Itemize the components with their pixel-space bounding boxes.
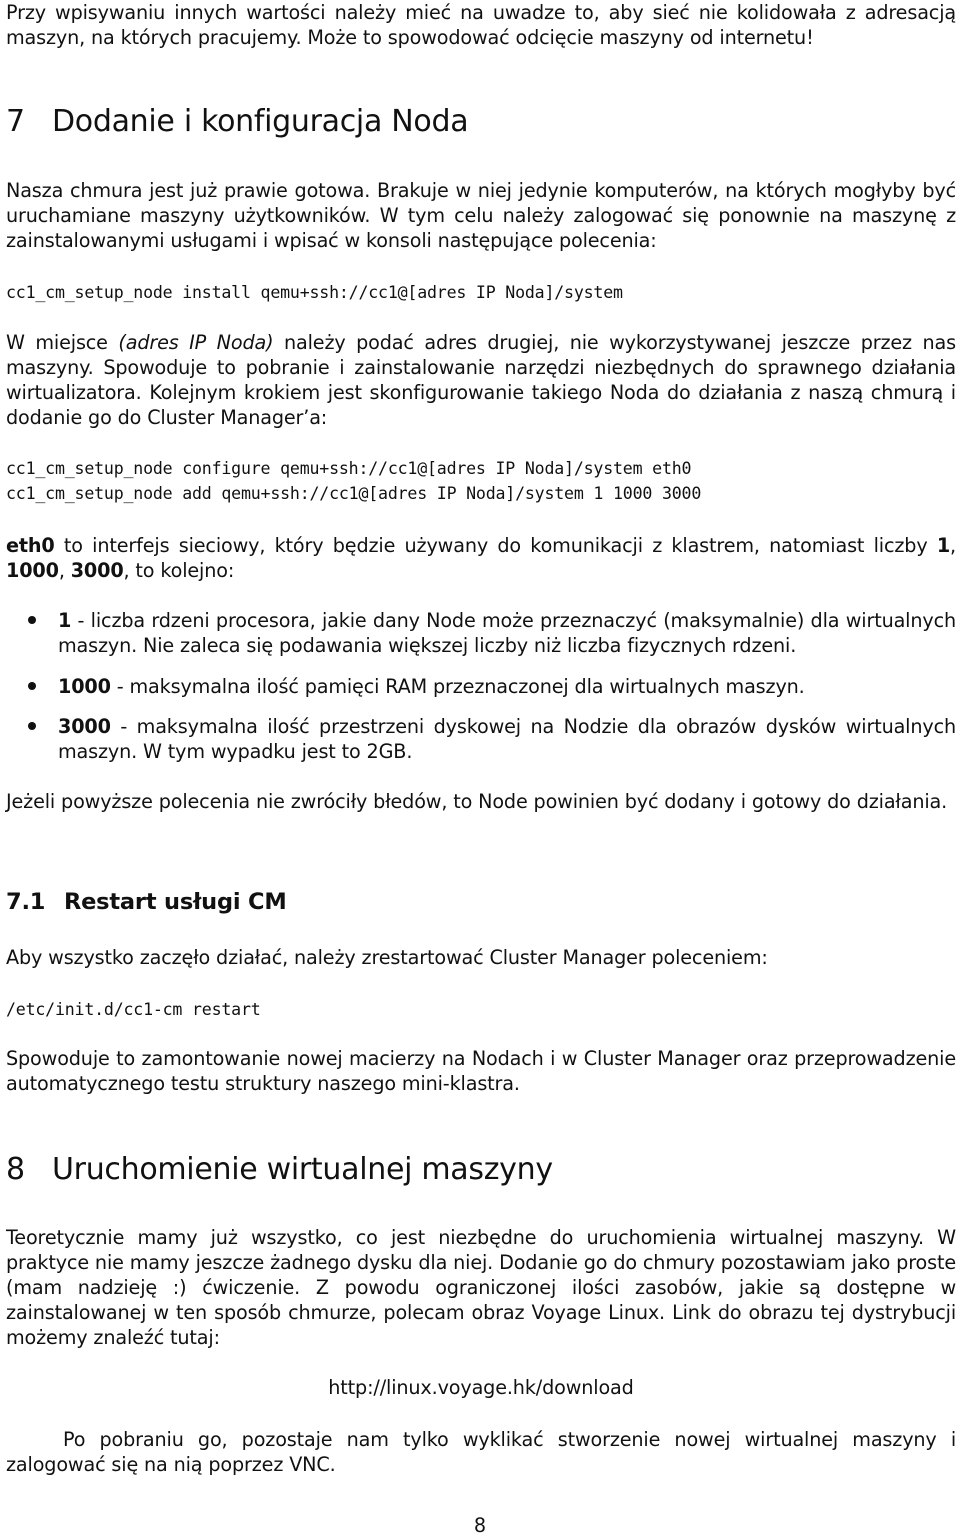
para3-text-b: , to kolejno: bbox=[123, 559, 235, 582]
term-1: 1 bbox=[936, 534, 951, 557]
section-7-heading bbox=[6, 104, 956, 140]
list-item-text: - maksymalna ilość przestrzeni dyskowej na Nodzie dla obrazów dysków wirtualnych maszyn. W tym wypadku jest to 2GB. bbox=[58, 715, 956, 763]
download-link-line bbox=[6, 1375, 956, 1400]
section-7-1-number: 7.1 bbox=[6, 889, 46, 915]
list-item-text: - maksymalna ilość pamięci RAM przeznaczonej dla wirtualnych maszyn. bbox=[110, 675, 805, 698]
list-item-term: 3000 bbox=[58, 715, 111, 738]
list-item-term: 1 bbox=[58, 609, 72, 632]
command-configure: cc1_cm_setup_node configure qemu+ssh://cc1@[adres IP Noda]/system eth0 bbox=[6, 459, 692, 478]
list-item-term: 1000 bbox=[58, 675, 111, 698]
section-8-title: Uruchomienie wirtualnej maszyny bbox=[52, 1152, 553, 1187]
para2-emphasis: (adres IP Noda) bbox=[118, 331, 274, 354]
section-7-paragraph-4: Jeżeli powyższe polecenia nie zwróciły błedów, to Node powinien być dodany i gotowy do działania. bbox=[6, 790, 948, 813]
section-7-1-paragraph-1: Aby wszystko zaczęło działać, należy zrestartować Cluster Manager poleceniem: bbox=[6, 946, 768, 969]
section-8-heading bbox=[6, 1152, 956, 1188]
command-add: cc1_cm_setup_node add qemu+ssh://cc1@[adres IP Noda]/system 1 1000 3000 bbox=[6, 484, 702, 503]
section-8-paragraph-2: Po pobraniu go, pozostaje nam tylko wyklikać stworzenie nowej wirtualnej maszyny i zalogować się na nią poprzez VNC. bbox=[6, 1428, 956, 1476]
para2-text-b: należy podać adres drugiej, nie wykorzystywanej jeszcze przez nas maszyny. Spowoduje to pobranie i zainstalowanie narzędzi niezbędnych do sprawnego działania wirtualizatora. Kolejnym krokiem jest skonfigurowanie takiego Noda do działania z naszą chmurą i dodanie go do Cluster Manager’a: bbox=[6, 331, 956, 429]
page-number: 8 bbox=[473, 1514, 487, 1537]
section-8-number: 8 bbox=[6, 1152, 25, 1187]
command-install: cc1_cm_setup_node install qemu+ssh://cc1@[adres IP Noda]/system bbox=[6, 283, 623, 302]
term-eth0: eth0 bbox=[6, 534, 55, 557]
section-7-1-paragraph-2: Spowoduje to zamontowanie nowej macierzy na Nodach i w Cluster Manager oraz przeprowadzenie automatycznego testu struktury naszego mini-klastra. bbox=[6, 1047, 956, 1095]
parameter-list bbox=[6, 608, 956, 764]
section-7-title: Dodanie i konfiguracja Noda bbox=[52, 104, 469, 139]
term-1000: 1000 bbox=[6, 559, 59, 582]
para3-sep-1: , bbox=[950, 534, 956, 557]
list-item bbox=[6, 608, 956, 658]
para3-sep-2: , bbox=[58, 559, 71, 582]
para2-text-a: W miejsce bbox=[6, 331, 119, 354]
section-7-number: 7 bbox=[6, 104, 25, 139]
section-7-1-title: Restart usługi CM bbox=[64, 889, 287, 915]
section-8-paragraph-1: Teoretycznie mamy już wszystko, co jest niezbędne do uruchomienia wirtualnej maszyny. W praktyce nie mamy jeszcze żadnego dysku dla niej. Dodanie go do chmury pozostawiam jako proste (mam nadzieję :) ćwiczenie. Z powodu ograniczonej ilości zasobów, jakie są dostępne w zainstalowanej w ten sposób chmurze, polecam obraz Voyage Linux. Link do obrazu tej dystrybucji możemy znaleźć tutaj: bbox=[6, 1226, 956, 1349]
term-3000: 3000 bbox=[70, 559, 124, 582]
list-item bbox=[6, 714, 956, 764]
bullet-icon bbox=[28, 722, 36, 730]
command-restart: /etc/init.d/cc1-cm restart bbox=[6, 1000, 261, 1019]
bullet-icon bbox=[28, 616, 36, 624]
intro-paragraph: Przy wpisywaniu innych wartości należy mieć na uwadze to, aby sieć nie kolidowała z adresacją maszyn, na których pracujemy. Może to spowodować odcięcie maszyny od internetu! bbox=[6, 1, 956, 49]
section-7-paragraph-2 bbox=[6, 330, 956, 430]
section-7-paragraph-1: Nasza chmura jest już prawie gotowa. Brakuje w niej jedynie komputerów, na których mogłyby być uruchamiane maszyny użytkowników. W tym celu należy zalogować się ponownie na maszynę z zainstalowanymi usługami i wpisać w konsoli następujące polecenia: bbox=[6, 179, 956, 252]
list-item bbox=[6, 674, 956, 699]
para3-text-a: to interfejs sieciowy, który będzie używany do komunikacji z klastrem, natomiast liczby bbox=[54, 534, 937, 557]
section-7-1-heading bbox=[6, 887, 956, 917]
list-item-text: - liczba rdzeni procesora, jakie dany Node może przeznaczyć (maksymalnie) dla wirtualnych maszyn. Nie zaleca się podawania większej liczby niż liczba fizycznych rdzeni. bbox=[58, 609, 956, 657]
download-link[interactable]: http://linux.voyage.hk/download bbox=[328, 1376, 634, 1399]
bullet-icon bbox=[28, 682, 36, 690]
section-7-paragraph-3 bbox=[6, 533, 956, 583]
